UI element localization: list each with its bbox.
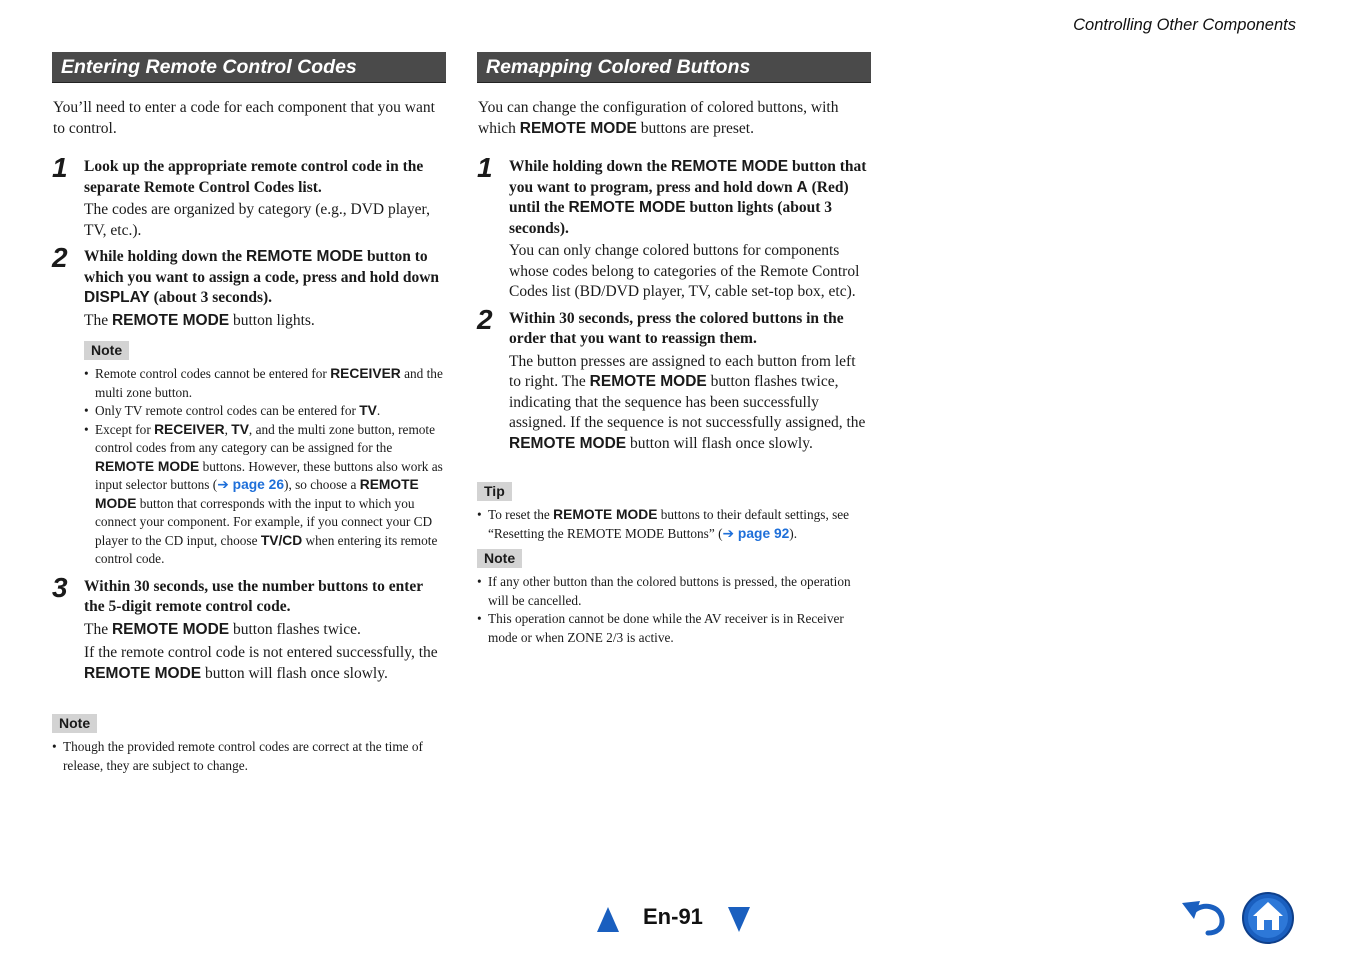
page-92-link[interactable]: ➔ page 92 (722, 525, 790, 541)
step-body: The REMOTE MODE button lights. (84, 311, 315, 329)
step-title: Within 30 seconds, use the number buttons to enter the 5-digit remote control code. (84, 577, 423, 615)
step-number: 2 (52, 242, 68, 273)
home-icon[interactable] (1241, 891, 1295, 945)
step-title: Look up the appropriate remote control code in the separate Remote Control Codes list. (84, 158, 424, 196)
step-title: While holding down the REMOTE MODE button that you want to program, press and hold down A (Red) until the REMOTE MODE button lights (about 3 seconds). (509, 158, 867, 237)
note-label: Note (477, 549, 522, 568)
step-number: 2 (477, 303, 493, 335)
tip-label: Tip (477, 482, 512, 501)
left-step-1 (52, 152, 446, 241)
tip-item: • To reset the REMOTE MODE buttons to their default settings, see “Resetting the REMOTE MODE Buttons” (➔ page 92). (477, 506, 871, 543)
left-step-3 (52, 571, 446, 685)
tip-list (477, 506, 871, 543)
note-item: • If any other button than the colored buttons is pressed, the operation will be cancelled. (477, 573, 871, 610)
step-title: While holding down the REMOTE MODE button to which you want to assign a code, press and hold down DISPLAY (about 3 seconds). (84, 248, 440, 306)
right-intro: You can change the configuration of colored buttons, with which REMOTE MODE buttons are preset. (478, 99, 839, 137)
step-2-note-list (84, 365, 446, 569)
right-column (477, 52, 871, 647)
note-item: • Except for RECEIVER, TV, and the multi zone button, remote control codes from any category can be assigned for the REMOTE MODE buttons. However, these buttons also work as input selector buttons (➔ page 26), so choose a REMOTE MODE button that corresponds with the input to which you connect your component. For example, if you connect your CD player to the CD input, choose TV/CD when entering its remote control code. (84, 421, 446, 569)
step-number: 3 (52, 571, 68, 603)
section-heading-entering-codes: Entering Remote Control Codes (52, 52, 446, 83)
remote-mode-key: REMOTE MODE (245, 248, 364, 265)
right-note-block (477, 549, 871, 647)
step-body: The codes are organized by category (e.g., DVD player, TV, etc.). (84, 201, 430, 239)
page-26-link[interactable]: ➔ page 26 (217, 477, 285, 492)
step-number: 1 (52, 152, 68, 183)
note-item: • This operation cannot be done while the AV receiver is in Receiver mode or when ZONE 2/3 is active. (477, 610, 871, 647)
right-note-list (477, 573, 871, 647)
step-body: The REMOTE MODE button flashes twice. If the remote control code is not entered successfully, the REMOTE MODE button will flash once slowly. (84, 620, 438, 682)
step-2-note (84, 341, 446, 569)
a-red-key: A (796, 178, 808, 196)
bottom-note-list (52, 738, 446, 775)
back-arrow-icon[interactable] (1180, 897, 1230, 937)
right-step-1 (477, 152, 871, 303)
left-column (52, 52, 446, 775)
step-body: The button presses are assigned to each button from left to right. The REMOTE MODE button flashes twice, indicating that the sequence has been successfully assigned. If the sequence is not successfully assigned, the REMOTE MODE button will flash once slowly. (509, 352, 866, 452)
note-item: • Remote control codes cannot be entered for RECEIVER and the multi zone button. (84, 365, 446, 402)
left-bottom-note (52, 714, 446, 775)
left-step-2 (52, 242, 446, 569)
note-item: • Though the provided remote control codes are correct at the time of release, they are subject to change. (52, 738, 446, 775)
display-key: DISPLAY (84, 289, 150, 306)
previous-page-arrow-icon[interactable] (596, 906, 620, 933)
page-number: En-91 (643, 904, 703, 929)
next-page-arrow-icon[interactable] (727, 906, 751, 933)
right-step-2 (477, 303, 871, 455)
step-number: 1 (477, 152, 493, 183)
note-item: • Only TV remote control codes can be entered for TV. (84, 402, 446, 421)
step-body: You can only change colored buttons for components whose codes belong to categories of the Remote Control Codes list (BD/DVD player, TV, cable set-top box, etc). (509, 242, 860, 300)
step-title: Within 30 seconds, press the colored buttons in the order that you want to reassign them. (509, 309, 844, 347)
note-label: Note (84, 341, 129, 360)
tip-block (477, 482, 871, 543)
section-heading-remapping: Remapping Colored Buttons (477, 52, 871, 83)
left-intro: You’ll need to enter a code for each component that you want to control. (53, 99, 435, 137)
running-header: Controlling Other Components (1073, 16, 1296, 34)
note-label: Note (52, 714, 97, 733)
